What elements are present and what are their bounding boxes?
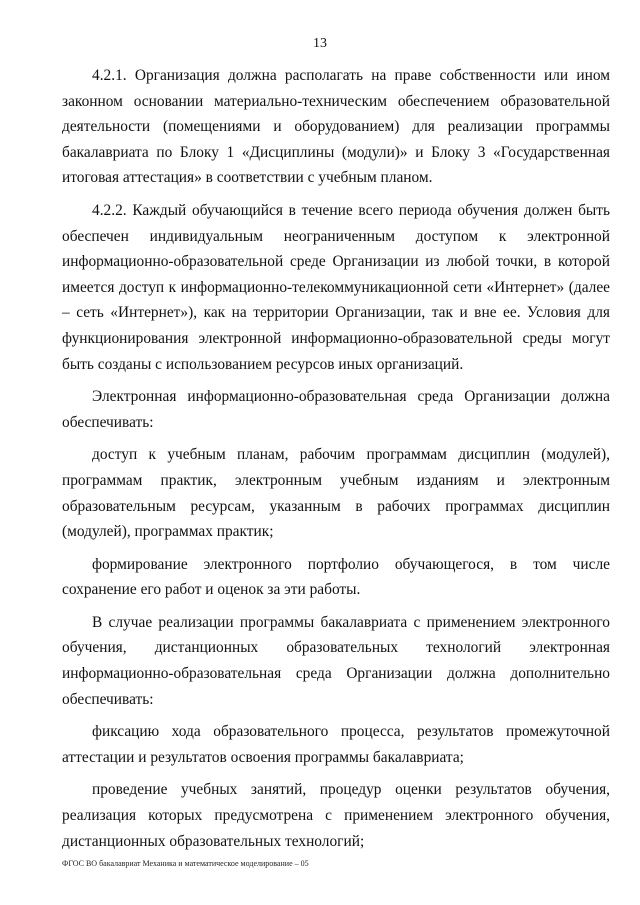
page-footer: ФГОС ВО бакалавриат Механика и математическое моделирование – 05 [62,859,309,868]
paragraph-4-2-1: 4.2.1. Организация должна располагать на праве собственности или ином законном основании материально-техническим обеспечением образовательной деятельности (помещениями и оборудованием) для реализации программы бакалавриата по Блоку 1 «Дисциплины (модули)» и Блоку 3 «Государственная итоговая аттестация» в соответствии с учебным планом. [62,67,610,187]
paragraph-access-to-plans: доступ к учебным планам, рабочим программам дисциплин (модулей), программам практик, электронным учебным изданиям и электронным образовательным ресурсам, указанным в рабочих программах дисциплин (модулей), программах практик; [62,446,610,541]
paragraph-process-recording: фиксацию хода образовательного процесса, результатов промежуточной аттестации и результатов освоения программы бакалавриата; [62,723,610,766]
document-body [62,63,610,861]
paragraph-eios-requirements: Электронная информационно-образовательная среда Организации должна обеспечивать: [62,388,610,431]
paragraph-conducting-classes: проведение учебных занятий, процедур оценки результатов обучения, реализация которых предусмотрена с применением электронного обучения, дистанционных образовательных технологий; [62,781,610,850]
page-number: 13 [313,36,327,51]
paragraph-portfolio: формирование электронного портфолио обучающегося, в том числе сохранение его работ и оценок за эти работы. [62,555,610,599]
paragraph-4-2-2: 4.2.2. Каждый обучающийся в течение всего периода обучения должен быть обеспечен индивидуальным неограниченным доступом к электронной информационно-образовательной среде Организации из любой точки, в которой имеется доступ к информационно-телекоммуникационной сети «Интернет» (далее – сеть «Интернет»), как на территории Организации, так и вне ее. Условия для функционирования электронной информационно-образовательной среды могут быть созданы с использованием ресурсов иных организаций. [62,201,610,373]
paragraph-distance-learning: В случае реализации программы бакалавриата с применением электронного обучения, дистанционных образовательных технологий электронная информационно-образовательная среда Организации должна дополнительно обеспечивать: [62,613,610,708]
